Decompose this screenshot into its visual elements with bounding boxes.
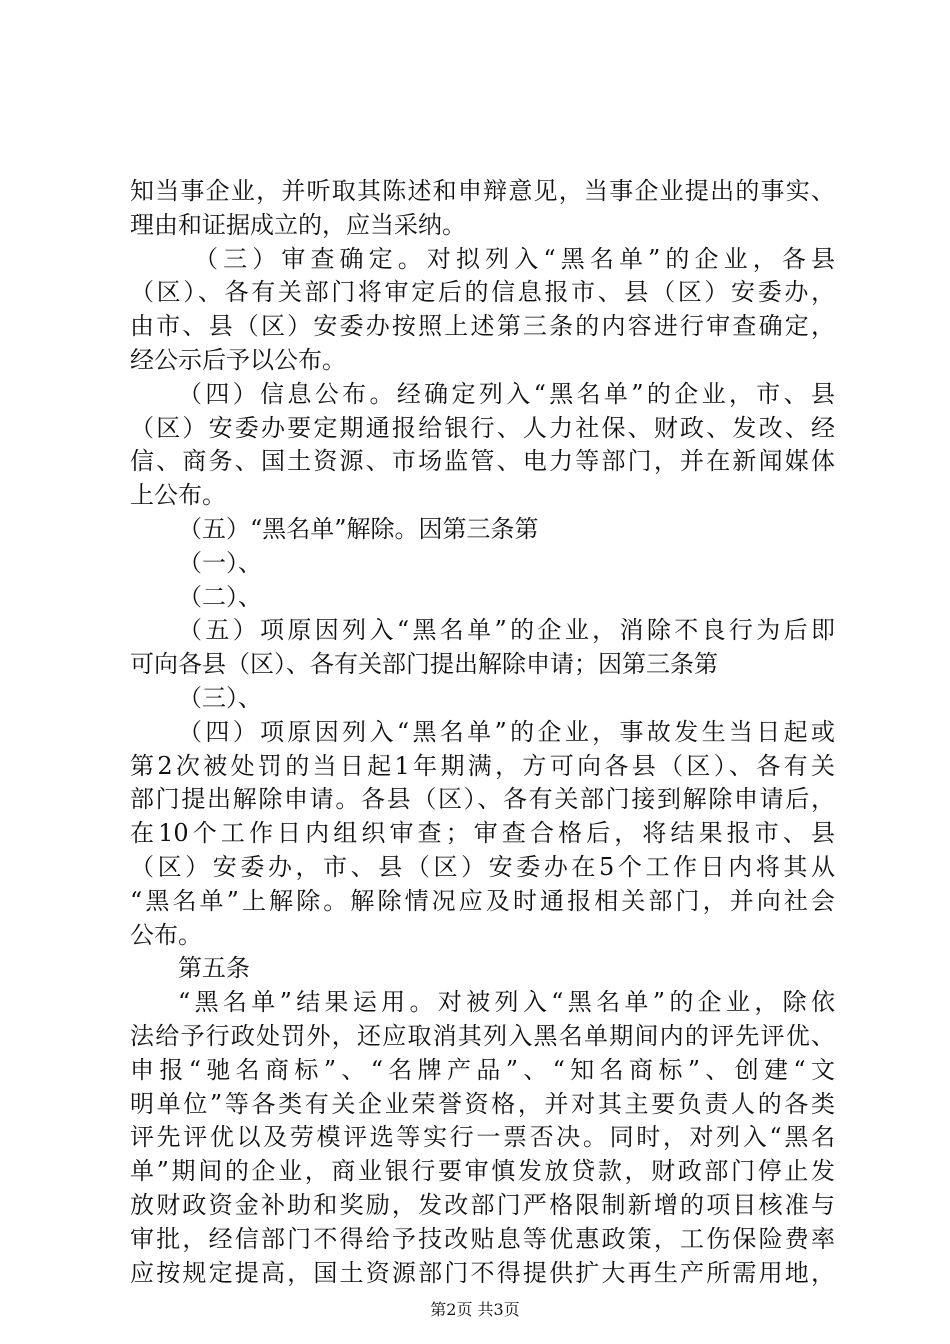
- text-line: 在10个工作日内组织审查；审查合格后，将结果报市、县: [130, 819, 835, 848]
- text-line: （一）、: [178, 548, 262, 577]
- text-line: “黑名单”结果运用。对被列入“黑名单”的企业，除依: [178, 988, 835, 1017]
- text-line: 法给予行政处罚外，还应取消其列入黑名单期间内的评先评优、: [130, 1021, 835, 1050]
- text-line: 第五条: [178, 954, 250, 983]
- text-line: 信、商务、国土资源、市场监管、电力等部门，并在新闻媒体: [130, 447, 835, 476]
- text-line: 评先评优以及劳模评选等实行一票否决。同时，对列入“黑名: [130, 1123, 835, 1152]
- text-line: 第2次被处罚的当日起1年期满，方可向各县（区）、各有关: [130, 751, 835, 780]
- text-line: 公布。: [130, 920, 202, 949]
- text-line: （五）“黑名单”解除。因第三条第: [178, 514, 539, 543]
- text-line: （三）审查确定。对拟列入“黑名单”的企业，各县: [194, 244, 835, 273]
- text-line: （区）安委办要定期通报给银行、人力社保、财政、发改、经: [130, 413, 835, 442]
- text-line: 上公布。: [130, 481, 226, 510]
- text-line: （五）项原因列入“黑名单”的企业，消除不良行为后即: [178, 616, 835, 645]
- text-line: （四）项原因列入“黑名单”的企业，事故发生当日起或: [178, 717, 835, 746]
- text-line: 单”期间的企业，商业银行要审慎发放贷款，财政部门停止发: [130, 1157, 835, 1186]
- text-line: 理由和证据成立的，应当采纳。: [130, 210, 466, 239]
- text-line: 由市、县（区）安委办按照上述第三条的内容进行审查确定，: [130, 312, 835, 341]
- text-line: 应按规定提高，国土资源部门不得提供扩大再生产所需用地，: [130, 1258, 835, 1287]
- text-line: 审批，经信部门不得给予技改贴息等优惠政策，工伤保险费率: [130, 1224, 835, 1253]
- text-line: （三）、: [178, 683, 262, 712]
- page-footer: 第2页 共3页: [430, 1300, 520, 1319]
- document-body: [130, 175, 835, 1290]
- text-line: （四）信息公布。经确定列入“黑名单”的企业，市、县: [178, 379, 835, 408]
- text-line: 可向各县（区）、各有关部门提出解除申请；因第三条第: [130, 650, 718, 679]
- text-line: 知当事企业，并听取其陈述和申辩意见，当事企业提出的事实、: [130, 177, 835, 205]
- text-line: “黑名单”上解除。解除情况应及时通报相关部门，并向社会: [130, 886, 835, 915]
- text-line: （区）安委办，市、县（区）安委办在5个工作日内将其从: [130, 852, 835, 881]
- text-line: 放财政资金补助和奖励，发改部门严格限制新增的项目核准与: [130, 1190, 835, 1219]
- text-line: （区）、各有关部门将审定后的信息报市、县（区）安委办，: [130, 278, 835, 307]
- text-line: 明单位”等各类有关企业荣誉资格，并对其主要负责人的各类: [130, 1089, 835, 1118]
- text-line: 经公示后予以公布。: [130, 345, 346, 374]
- text-line: 部门提出解除申请。各县（区）、各有关部门接到解除申请后，: [130, 785, 835, 814]
- text-line: （二）、: [178, 582, 262, 611]
- text-line: 申报“驰名商标”、“名牌产品”、“知名商标”、创建“文: [130, 1055, 835, 1084]
